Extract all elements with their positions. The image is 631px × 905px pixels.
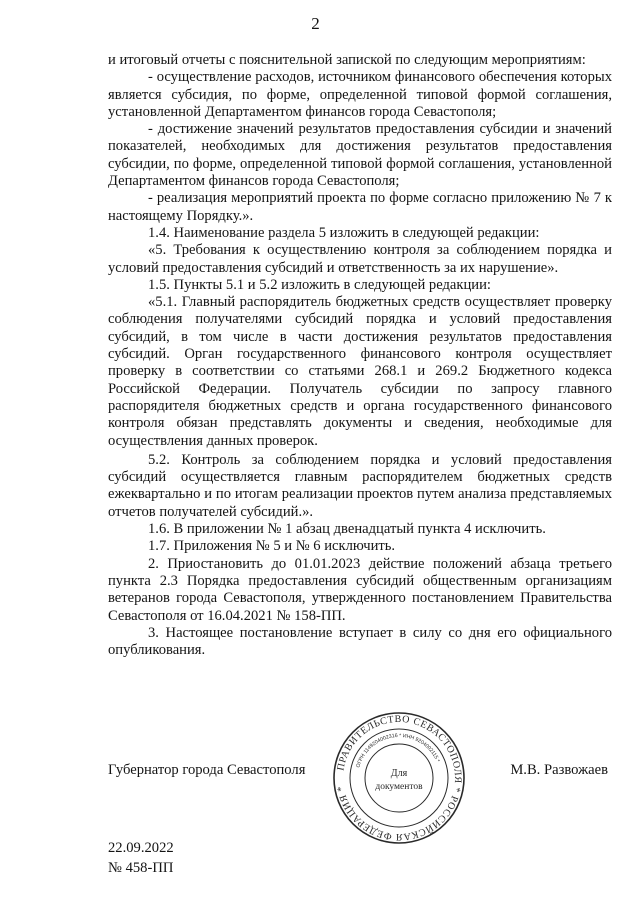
paragraph-7: 1.5. Пункты 5.1 и 5.2 изложить в следующей редакции: bbox=[148, 276, 491, 293]
paragraph-11: 1.7. Приложения № 5 и № 6 исключить. bbox=[148, 538, 396, 555]
seal-outer-text: ПРАВИТЕЛЬСТВО СЕВАСТОПОЛЯ * РОССИЙСКАЯ ФЕДЕРАЦИЯ * bbox=[335, 713, 464, 843]
seal-inner-text: ОГРН 1149204002316 * ИНН 9204002115 * bbox=[355, 732, 441, 769]
official-seal bbox=[331, 710, 467, 846]
paragraph-13: 3. Настоящее постановление вступает в силу со дня его официального опубликования. bbox=[108, 624, 612, 659]
signer-title: Губернатор города Севастополя bbox=[108, 762, 306, 778]
document-date: 22.09.2022 bbox=[108, 840, 174, 856]
paragraph-2: - осуществление расходов, источником финансового обеспечения которых является субсидия, по форме, определенной типовой формой соглашения, установленной Департаментом финансов города Севастополя; bbox=[108, 69, 612, 120]
paragraph-8: «5.1. Главный распорядитель бюджетных средств осуществляет проверку соблюдения получателями субсидий порядка и условий предоставления субсидий, в том числе в части достижения результатов предоставления субсидий. Орган государственного финансового контроля осуществляет проверку в соответствии со статьями 268.1 и 269.2 Бюджетного кодекса Российской Федерации. Получатель субсидии по запросу главного распорядителя бюджетных средств и органа государственного финансового контроля обязан представлять документы и сведения, необходимые для осуществления данных проверок. bbox=[108, 294, 612, 449]
paragraph-9: 5.2. Контроль за соблюдением порядка и условий предоставления субсидий осуществляется главным распорядителем бюджетных средств ежеквартально и по итогам реализации проектов путем анализа представляемых отчетов получателей субсидий.». bbox=[108, 451, 612, 520]
document-number: № 458-ПП bbox=[108, 860, 174, 876]
paragraph-3: - достижение значений результатов предоставления субсидии и значений показателей, необходимых для достижения результатов предоставления субсидии, по форме, определенной типовой формой соглашения, установленной Департаментом финансов города Севастополя; bbox=[108, 121, 612, 190]
paragraph-10: 1.6. В приложении № 1 абзац двенадцатый пункта 4 исключить. bbox=[148, 521, 546, 538]
paragraph-6: «5. Требования к осуществлению контроля за соблюдением порядка и условий предоставления субсидий и ответственность за их нарушение». bbox=[108, 242, 612, 276]
paragraph-12: 2. Приостановить до 01.01.2023 действие положений абзаца третьего пункта 2.3 Порядка предоставления субсидий общественным организациям ветеранов города Севастополя, утвержденного постановлением Правительства Севастополя от 16.04.2021 № 158-ПП. bbox=[108, 555, 612, 624]
paragraph-5: 1.4. Наименование раздела 5 изложить в следующей редакции: bbox=[148, 224, 540, 241]
document-body bbox=[108, 52, 612, 659]
signer-name: М.В. Развожаев bbox=[510, 762, 608, 778]
page-number: 2 bbox=[311, 14, 320, 33]
paragraph-1: и итоговый отчеты с пояснительной запиской по следующим мероприятиям: bbox=[108, 52, 586, 68]
seal-center-line-2: документов bbox=[375, 782, 423, 792]
paragraph-4: - реализация мероприятий проекта по форме согласно приложению № 7 к настоящему Порядку.». bbox=[108, 190, 612, 224]
seal-center-line-1: Для bbox=[390, 768, 408, 779]
